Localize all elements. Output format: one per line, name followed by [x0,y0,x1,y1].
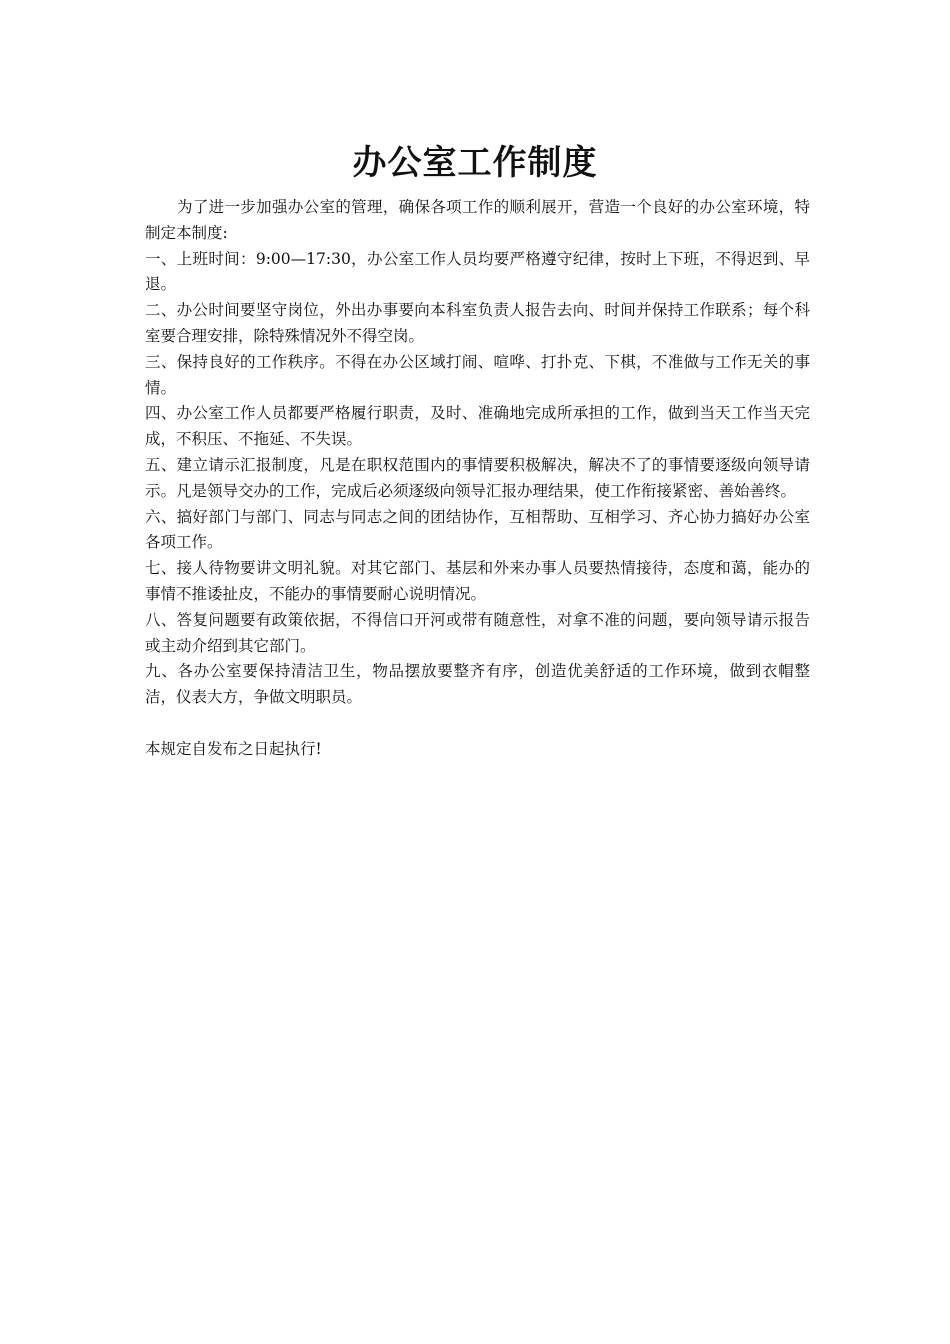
rule-paragraph-9: 九、各办公室要保持清洁卫生，物品摆放要整齐有序，创造优美舒适的工作环境，做到衣帽整洁，仪表大方，争做文明职员。 [145,662,810,707]
rule-paragraph-3: 三、保持良好的工作秩序。不得在办公区域打闹、喧哗、打扑克、下棋，不准做与工作无关的事情。 [145,352,810,397]
closing-statement: 本规定自发布之日起执行! [145,739,322,758]
intro-paragraph: 为了进一步加强办公室的管理，确保各项工作的顺利展开，营造一个良好的办公室环境，特制定本制度: [145,198,810,242]
document-title: 办公室工作制度 [352,143,598,183]
rule-paragraph-8: 八、答复问题要有政策依据，不得信口开河或带有随意性，对拿不准的问题，要向领导请示报告或主动介绍到其它部门。 [145,610,810,655]
rule-paragraph-6: 六、搞好部门与部门、同志与同志之间的团结协作，互相帮助、互相学习、齐心协力搞好办公室各项工作。 [145,507,810,552]
rule-paragraph-2: 二、办公时间要坚守岗位，外出办事要向本科室负责人报告去向、时间并保持工作联系；每个科室要合理安排，除特殊情况外不得空岗。 [145,301,810,345]
rule-paragraph-5: 五、建立请示汇报制度，凡是在职权范围内的事情要积极解决，解决不了的事情要逐级向领导请示。凡是领导交办的工作，完成后必须逐级向领导汇报办理结果，使工作衔接紧密、善始善终。 [145,455,810,500]
rule-paragraph-1: 一、上班时间：9:00—17:30，办公室工作人员均要严格遵守纪律，按时上下班，不得迟到、早退。 [145,249,810,294]
rule-paragraph-4: 四、办公室工作人员都要严格履行职责，及时、准确地完成所承担的工作，做到当天工作当天完成，不积压、不拖延、不失误。 [145,404,810,449]
rule-paragraph-7: 七、接人待物要讲文明礼貌。对其它部门、基层和外来办事人员要热情接待，态度和蔼，能办的事情不推诿扯皮，不能办的事情要耐心说明情况。 [145,559,810,603]
blank-line [145,711,810,737]
document-body [145,195,810,763]
